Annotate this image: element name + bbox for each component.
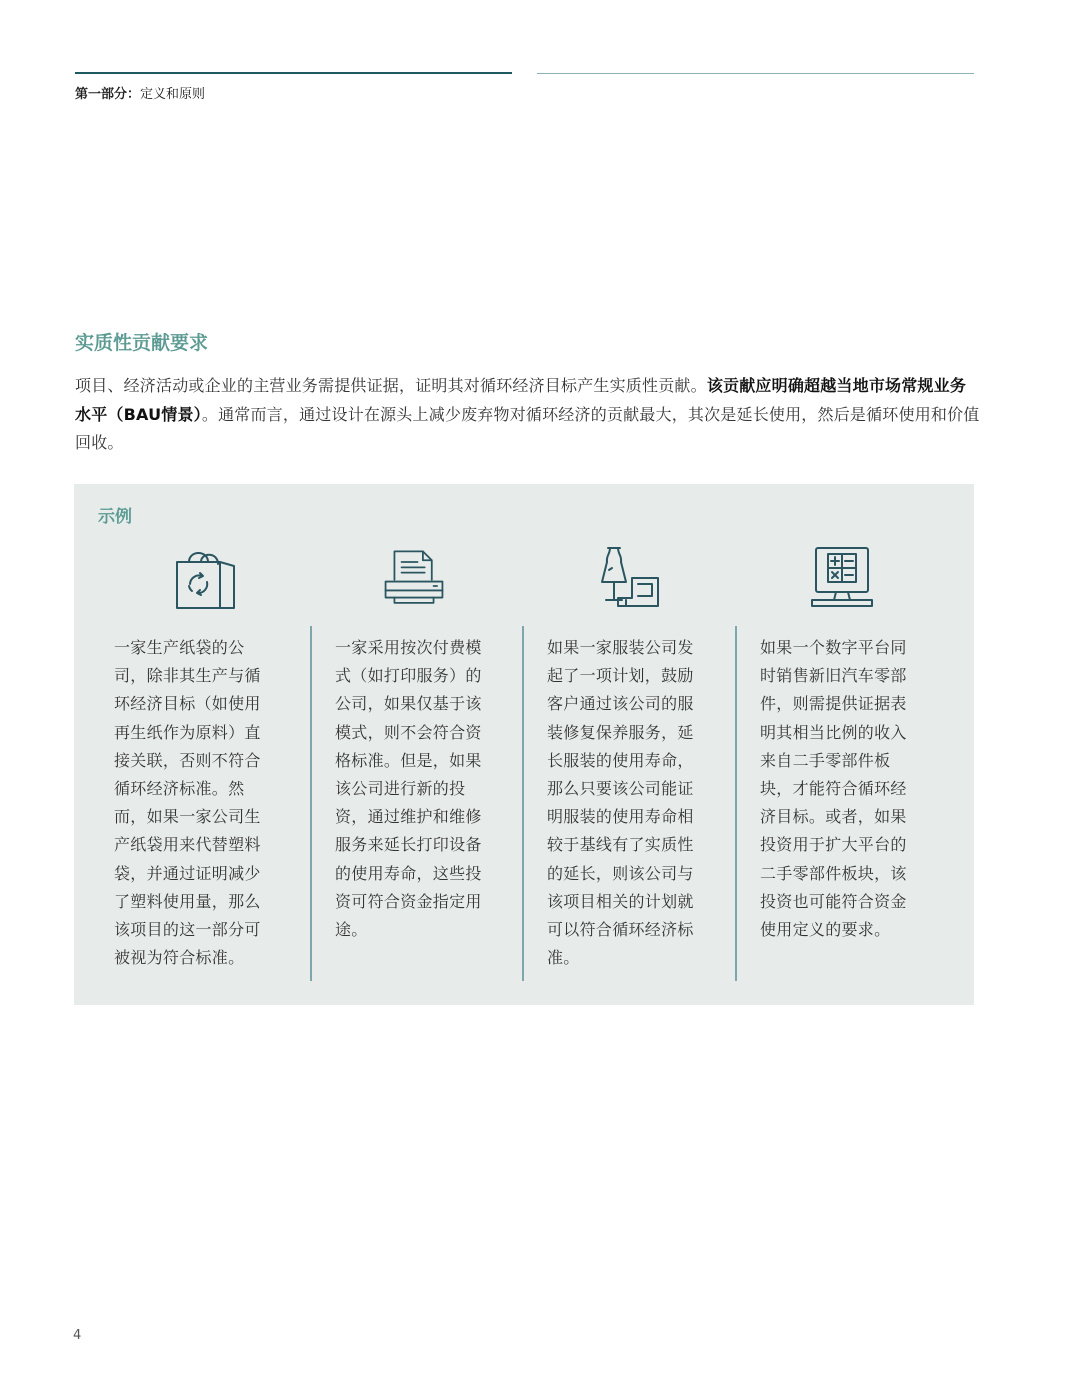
examples-panel <box>74 484 974 1005</box>
column-divider-3 <box>735 626 737 981</box>
intro-text-2: 。通常而言，通过设计在源头上减少废弃物对循环经济的贡献最大，其次是延长使用，然后是循环使用和价值回收。 <box>75 404 980 452</box>
section-label-title: 定义和原则 <box>140 87 206 102</box>
recycle-bag-icon <box>174 546 238 610</box>
example-text-2: 一家采用按次付费模式（如打印服务）的公司，如果仅基于该模式，则不会符合资格标准。但是，如果该公司进行新的投资，通过维护和维修服务来延长打印设备的使用寿命，这些投资可符合资金指定用途。 <box>335 638 482 940</box>
example-text-1: 一家生产纸袋的公司，除非其生产与循环经济目标（如使用再生纸作为原料）直接关联，否则不符合循环经济标准。然而，如果一家公司生产纸袋用来代替塑料袋，并通过证明减少了塑料使用量，那么该项目的这一部分可被视为符合标准。 <box>114 638 261 968</box>
section-label <box>75 83 205 102</box>
column-divider-1 <box>310 626 312 981</box>
example-text-3: 如果一家服装公司发起了一项计划，鼓励客户通过该公司的服装修复保养服务，延长服装的使用寿命，那么只要该公司能证明服装的使用寿命相较于基线有了实质性的延长，则该公司与该项目相关的计划就可以符合循环经济标准。 <box>547 638 694 968</box>
header-rule-left <box>75 72 512 74</box>
intro-text-1: 项目、经济活动或企业的主营业务需提供证据，证明其对循环经济目标产生实质性贡献。 <box>75 376 707 395</box>
section-heading: 实质性贡献要求 <box>75 332 209 354</box>
example-text-4: 如果一个数字平台同时销售新旧汽车零部件，则需提供证据表明其相当比例的收入来自二手零部件板块，才能符合循环经济目标。或者，如果投资用于扩大平台的二手零部件板块，该投资也可能符合资金使用定义的要求。 <box>760 638 907 940</box>
printer-icon <box>382 546 446 610</box>
examples-title: 示例 <box>98 507 132 527</box>
intro-text-bold: 该贡献应明确超越当地市场常规业务水平（BAU情景） <box>75 376 967 424</box>
calculator-monitor-icon <box>810 546 874 610</box>
column-divider-2 <box>522 626 524 981</box>
header-rule-right <box>537 73 974 74</box>
section-label-part: 第一部分： <box>75 87 141 102</box>
page-number: 4 <box>73 1328 82 1343</box>
intro-paragraph <box>75 372 980 458</box>
sewing-machine-icon <box>598 546 662 610</box>
